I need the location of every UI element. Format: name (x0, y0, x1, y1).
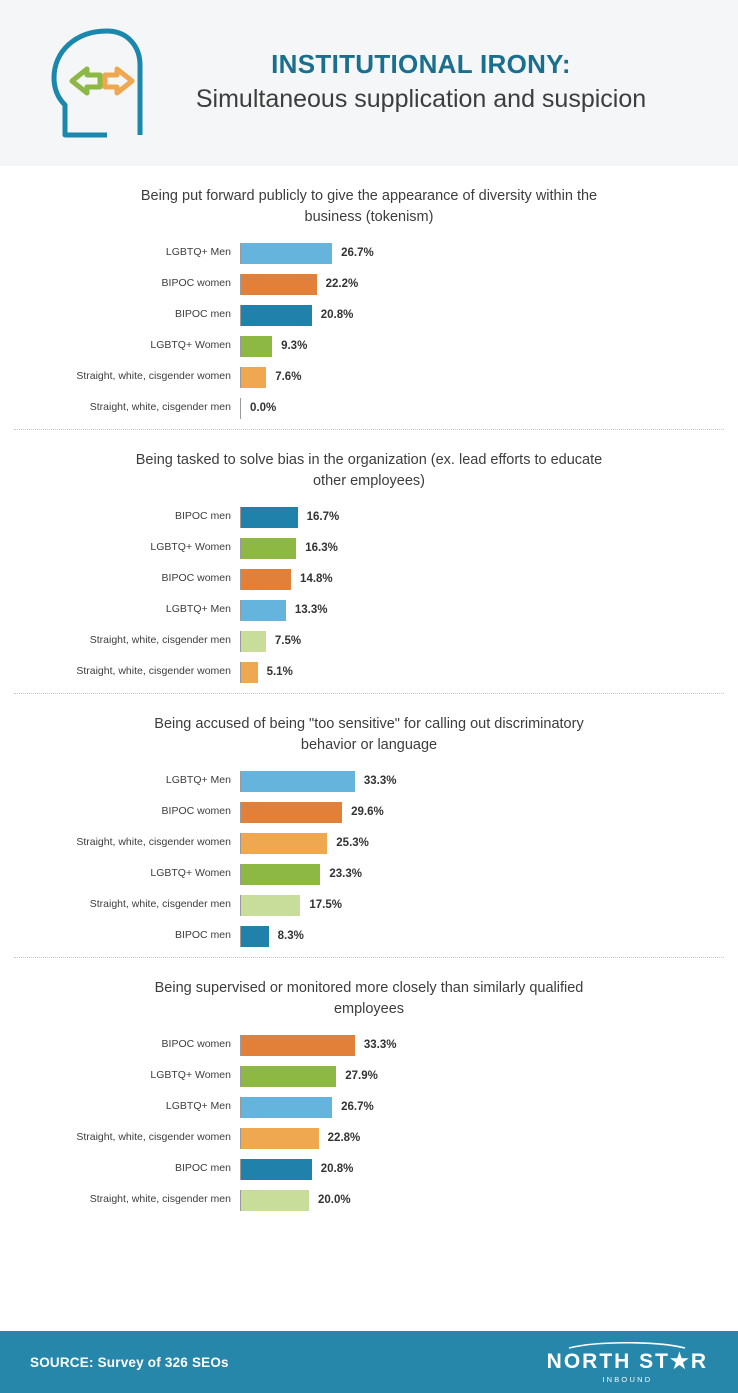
bar-category-label: BIPOC women (161, 805, 231, 818)
bar-row (22, 1065, 724, 1087)
logo-wordmark: NORTH ST★R (546, 1349, 708, 1373)
bar-category-label: Straight, white, cisgender women (76, 665, 231, 678)
bar-track (240, 568, 724, 590)
bar-row (22, 568, 724, 590)
bar-category-label: LGBTQ+ Women (150, 867, 231, 880)
bar-category-label: LGBTQ+ Women (150, 339, 231, 352)
chart-title: Being supervised or monitored more closely than similarly qualified employees (154, 980, 584, 1018)
bar-row (22, 273, 724, 295)
bar-category-label: LGBTQ+ Women (150, 541, 231, 554)
bar-track (240, 801, 724, 823)
head-profile-with-arrows-icon (26, 23, 156, 143)
bar-category-label: LGBTQ+ Men (165, 246, 231, 259)
bar (240, 336, 272, 357)
bar-value-label: 25.3% (336, 837, 369, 850)
bar-value-label: 23.3% (329, 868, 362, 881)
bar-track (240, 894, 724, 916)
bar-row (22, 599, 724, 621)
bar (240, 1128, 319, 1149)
bar-track (240, 273, 724, 295)
bar-category-label: Straight, white, cisgender women (76, 370, 231, 383)
bar (240, 1190, 309, 1211)
bar (240, 305, 312, 326)
bar-value-label: 9.3% (281, 340, 308, 353)
bar-row (22, 242, 724, 264)
bar-category-label: LGBTQ+ Men (165, 1100, 231, 1113)
bar-track (240, 1096, 724, 1118)
chart-section-2 (14, 430, 724, 694)
page-subtitle: Simultaneous supplication and suspicion (195, 85, 647, 114)
bar-value-label: 17.5% (309, 899, 342, 912)
bar-category-label: Straight, white, cisgender men (89, 898, 231, 911)
bar-row (22, 661, 724, 683)
bar-category-label: BIPOC men (174, 929, 231, 942)
bar-category-label: Straight, white, cisgender men (89, 634, 231, 647)
bar-value-label: 26.7% (341, 247, 374, 260)
bar-value-label: 7.5% (274, 635, 302, 648)
bar-value-label: 29.6% (351, 806, 384, 819)
bar-track (240, 335, 724, 357)
bar (240, 631, 266, 652)
bar-track (240, 1127, 724, 1149)
bar-category-label: Straight, white, cisgender men (89, 1193, 231, 1206)
bar-value-label: 22.2% (325, 278, 359, 291)
bar (240, 833, 327, 854)
bar-value-label: 16.3% (305, 542, 338, 555)
bar (240, 398, 241, 419)
bar-row (22, 506, 724, 528)
bar (240, 771, 355, 792)
bar-track (240, 366, 724, 388)
bar (240, 864, 320, 885)
bar-category-label: Straight, white, cisgender women (76, 1131, 231, 1144)
bar (240, 1097, 332, 1118)
bar-value-label: 22.8% (327, 1132, 361, 1145)
bar-row (22, 894, 724, 916)
chart-title: Being accused of being "too sensitive" for calling out discriminatory behavior or language (154, 716, 584, 754)
bar-track (240, 242, 724, 264)
page-title: INSTITUTIONAL IRONY: (271, 49, 571, 80)
bar-row (22, 801, 724, 823)
bar-track (240, 397, 724, 419)
bar-row (22, 630, 724, 652)
bar-row (22, 770, 724, 792)
bar-track (240, 506, 724, 528)
bar (240, 367, 266, 388)
bar-category-label: Straight, white, cisgender men (89, 401, 231, 414)
chart-section-4 (14, 958, 724, 1221)
bar (240, 1035, 355, 1056)
bar (240, 926, 269, 947)
bar-rows (14, 506, 724, 683)
bar-value-label: 13.3% (294, 604, 328, 617)
bar-track (240, 599, 724, 621)
bar-rows (14, 1034, 724, 1211)
charts-container (0, 166, 738, 1331)
bar-category-label: Straight, white, cisgender women (76, 836, 231, 849)
north-star-inbound-logo (547, 1341, 708, 1384)
bar (240, 662, 258, 683)
bar-value-label: 20.8% (320, 309, 354, 322)
bar (240, 1159, 312, 1180)
chart-title: Being put forward publicly to give the appearance of diversity within the business (tokenism) (140, 188, 598, 226)
bar (240, 1066, 336, 1087)
bar-track (240, 537, 724, 559)
bar-rows (14, 770, 724, 947)
bar (240, 507, 298, 528)
bar-rows (14, 242, 724, 419)
bar-track (240, 630, 724, 652)
bar-value-label: 14.8% (300, 573, 333, 586)
bar-category-label: BIPOC women (161, 1038, 231, 1051)
footer (0, 1331, 738, 1393)
source-text: SOURCE: Survey of 326 SEOs (30, 1354, 229, 1370)
bar-track (240, 1034, 724, 1056)
bar (240, 274, 317, 295)
bar-row (22, 304, 724, 326)
bar-category-label: BIPOC men (174, 308, 231, 321)
chart-section-1 (14, 166, 724, 430)
bar (240, 600, 286, 621)
bar (240, 538, 296, 559)
chart-section-3 (14, 694, 724, 958)
bar-value-label: 26.7% (341, 1101, 374, 1114)
bar-track (240, 1065, 724, 1087)
bar-row (22, 366, 724, 388)
bar-row (22, 832, 724, 854)
bar-row (22, 537, 724, 559)
bar-value-label: 33.3% (363, 775, 397, 788)
bar-value-label: 8.3% (277, 930, 304, 943)
bar-category-label: BIPOC women (161, 572, 231, 585)
chart-title: Being tasked to solve bias in the organization (ex. lead efforts to educate other employees) (135, 452, 603, 490)
bar-row (22, 1034, 724, 1056)
bar-value-label: 7.6% (275, 371, 302, 384)
bar-row (22, 863, 724, 885)
bar-value-label: 20.0% (318, 1194, 351, 1207)
bar-track (240, 661, 724, 683)
bar-value-label: 20.8% (320, 1163, 354, 1176)
logo-tagline: INBOUND (602, 1374, 653, 1384)
bar (240, 243, 332, 264)
bar-value-label: 27.9% (345, 1070, 378, 1083)
bar-value-label: 0.0% (250, 402, 277, 415)
bar-value-label: 33.3% (363, 1039, 397, 1052)
bar-category-label: BIPOC women (161, 277, 231, 290)
header (0, 0, 738, 166)
bar-row (22, 1127, 724, 1149)
bar (240, 569, 291, 590)
bar-category-label: LGBTQ+ Men (165, 774, 231, 787)
bar-category-label: BIPOC men (174, 1162, 231, 1175)
bar-track (240, 863, 724, 885)
bar-row (22, 397, 724, 419)
bar-row (22, 1158, 724, 1180)
bar-value-label: 5.1% (266, 666, 293, 679)
bar-track (240, 832, 724, 854)
header-text-block (156, 50, 712, 115)
bar (240, 802, 342, 823)
bar-row (22, 1189, 724, 1211)
bar-row (22, 335, 724, 357)
bar-value-label: 16.7% (306, 511, 340, 524)
bar-category-label: LGBTQ+ Men (165, 603, 231, 616)
bar-track (240, 304, 724, 326)
bar-row (22, 925, 724, 947)
bar-category-label: BIPOC men (174, 510, 231, 523)
bar (240, 895, 300, 916)
bar-track (240, 925, 724, 947)
bar-track (240, 770, 724, 792)
swoosh-icon (567, 1341, 687, 1350)
bar-track (240, 1189, 724, 1211)
bar-track (240, 1158, 724, 1180)
bar-category-label: LGBTQ+ Women (150, 1069, 231, 1082)
bar-row (22, 1096, 724, 1118)
